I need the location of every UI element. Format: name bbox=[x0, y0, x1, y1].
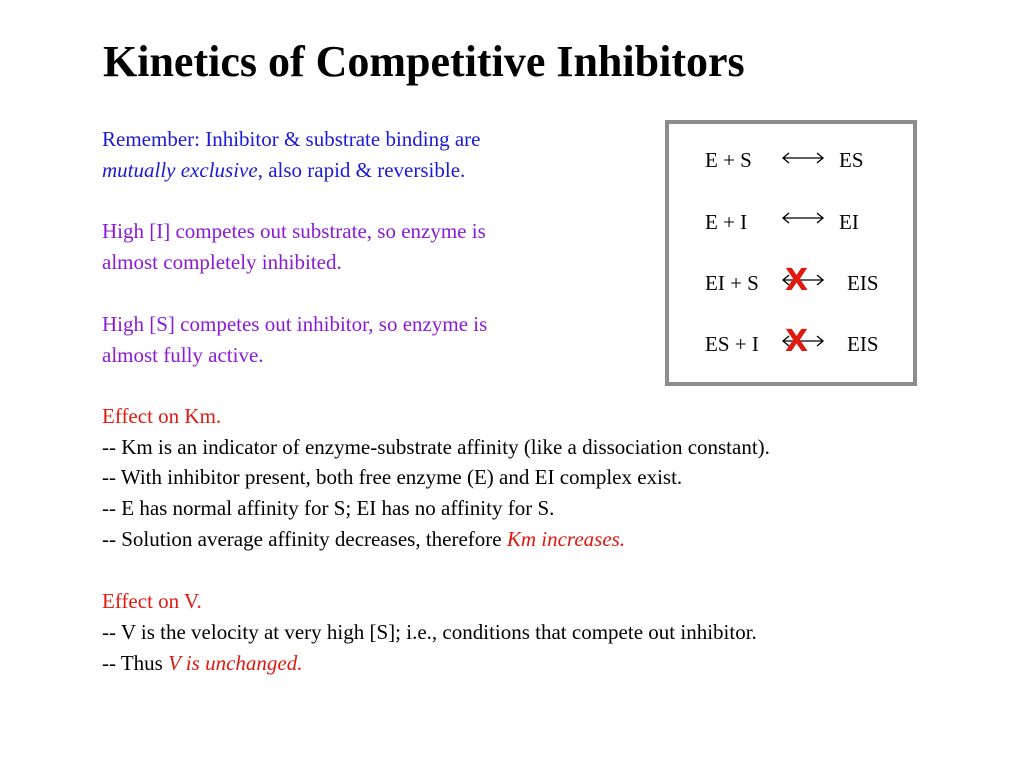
km-line-4-prefix: -- Solution average affinity decreases, therefore bbox=[102, 527, 507, 551]
v-unchanged-text: V is unchanged. bbox=[168, 651, 303, 675]
blocked-cross-icon: X bbox=[785, 263, 809, 298]
v-heading: Effect on V. bbox=[102, 589, 202, 613]
reactions-box bbox=[665, 120, 917, 386]
remember-line-2-rest: , also rapid & reversible. bbox=[257, 158, 466, 182]
slide-title: Kinetics of Competitive Inhibitors bbox=[103, 37, 745, 86]
reaction-1-left: E + S bbox=[705, 148, 752, 172]
km-heading: Effect on Km. bbox=[102, 404, 222, 428]
double-arrow-icon bbox=[781, 212, 825, 224]
reaction-4-left: ES + I bbox=[705, 332, 759, 356]
mutually-exclusive-text: mutually exclusive bbox=[102, 158, 258, 182]
reaction-2-right: EI bbox=[839, 210, 859, 234]
reaction-3-right: EIS bbox=[847, 271, 879, 295]
km-line-1: -- Km is an indicator of enzyme-substrate affinity (like a dissociation constant). bbox=[102, 435, 770, 459]
reaction-4-right: EIS bbox=[847, 332, 879, 356]
km-line-2: -- With inhibitor present, both free enzyme (E) and EI complex exist. bbox=[102, 465, 683, 489]
blocked-cross-icon: X bbox=[785, 324, 809, 359]
high-i-line-2: almost completely inhibited. bbox=[102, 250, 342, 274]
km-line-3: -- E has normal affinity for S; EI has no affinity for S. bbox=[102, 496, 555, 520]
v-line-2 bbox=[102, 648, 302, 679]
v-line-1: -- V is the velocity at very high [S]; i.e., conditions that compete out inhibitor. bbox=[102, 620, 757, 644]
high-s-line-2: almost fully active. bbox=[102, 343, 264, 367]
reaction-1-right: ES bbox=[839, 148, 864, 172]
double-arrow-icon bbox=[781, 152, 825, 164]
remember-line-2 bbox=[102, 155, 465, 186]
remember-line-1: Remember: Inhibitor & substrate binding are bbox=[102, 127, 481, 151]
v-line-2-prefix: -- Thus bbox=[102, 651, 169, 675]
reaction-3-left: EI + S bbox=[705, 271, 759, 295]
high-i-line-1: High [I] competes out substrate, so enzyme is bbox=[102, 219, 486, 243]
high-s-line-1: High [S] competes out inhibitor, so enzyme is bbox=[102, 312, 488, 336]
km-line-4 bbox=[102, 524, 625, 555]
reaction-2-left: E + I bbox=[705, 210, 748, 234]
km-increases-text: Km increases. bbox=[506, 527, 626, 551]
